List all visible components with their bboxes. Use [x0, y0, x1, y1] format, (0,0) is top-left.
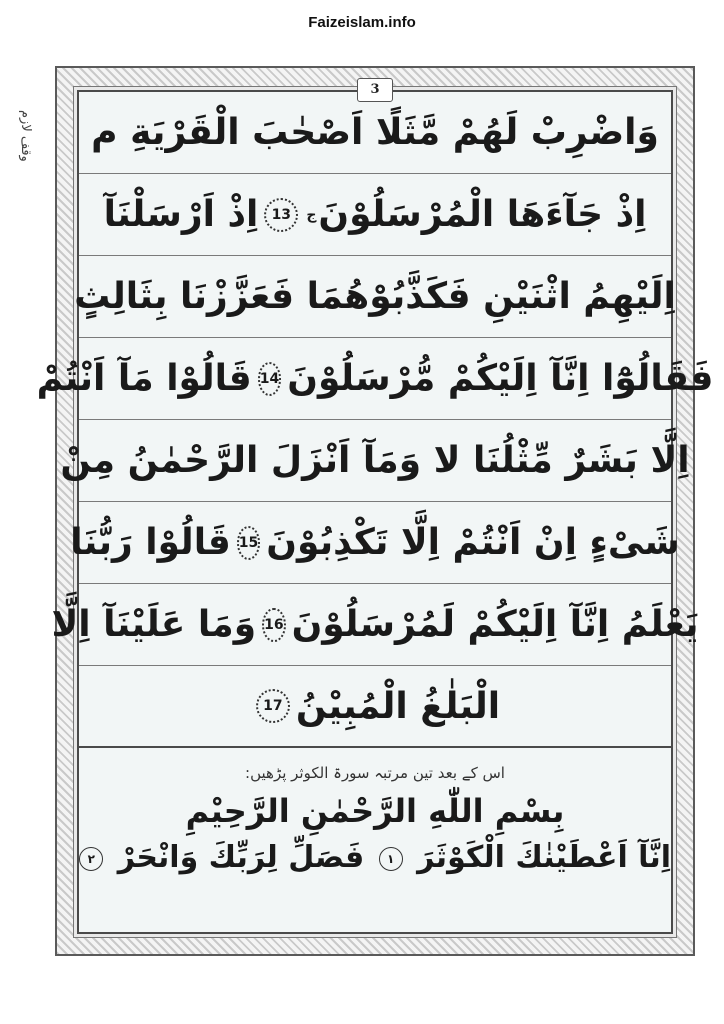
ayah-number-marker: ٢ — [79, 847, 103, 871]
verse-line-7 — [51, 584, 699, 666]
ayah-number-marker: 15 — [237, 526, 260, 560]
lower-section — [79, 756, 671, 932]
verse-text: اِذْ اَرْسَلْنَآ — [103, 194, 259, 235]
waqf-mark: ج — [306, 206, 317, 223]
verse-text: اِلَيْهِمُ اثْنَيْنِ فَكَذَّبُوْهُمَا فَعَزَّزْنَا بِثَالِثٍ — [74, 276, 676, 317]
ayah-number-marker: 16 — [262, 608, 285, 642]
ayah-number-marker: ١ — [379, 847, 403, 871]
verse-text: قَالُوْا رَبُّنَا — [70, 522, 231, 563]
verse-text: الْبَلٰغُ الْمُبِيْنُ — [295, 685, 501, 727]
ayah-number-marker: 13 — [264, 198, 298, 232]
kawthar-verse-1: اِنَّآ اَعْطَيْنٰكَ الْكَوْثَرَ — [417, 840, 671, 875]
verse-line-6 — [70, 502, 680, 584]
verse-line-3 — [74, 256, 676, 338]
verse-text: فَقَالُوْٓا اِنَّآ اِلَيْكُمْ مُّرْسَلُوْنَ — [287, 358, 714, 399]
verse-text: وَاضْرِبْ لَهُمْ مَّثَلًا اَصْحٰبَ الْقَرْيَةِ م — [91, 112, 659, 153]
kawthar-verse-2: فَصَلِّ لِرَبِّكَ وَانْحَرْ — [117, 840, 365, 875]
verse-line-1 — [79, 92, 671, 174]
ayah-number-marker: 17 — [256, 689, 290, 723]
verse-text: يَعْلَمُ اِنَّآ اِلَيْكُمْ لَمُرْسَلُوْنَ — [291, 604, 699, 645]
verse-line-5 — [60, 420, 690, 502]
page-content-area — [36, 82, 714, 934]
site-title: Faizeislam.info — [308, 14, 416, 31]
ayah-number-marker: 14 — [258, 362, 281, 396]
verse-text: وَمَا عَلَيْنَآ اِلَّا — [51, 604, 257, 645]
bismillah: بِسْمِ اللّٰهِ الرَّحْمٰنِ الرَّحِيْمِ — [185, 792, 565, 830]
verse-text: قَالُوْا مَآ اَنْتُمْ — [36, 358, 252, 399]
verse-line-2 — [79, 174, 671, 256]
margin-note: وقف لازم — [18, 110, 33, 162]
verse-line-8 — [79, 666, 671, 748]
page-number: 3 — [357, 78, 393, 102]
surah-kawthar-line — [79, 840, 671, 875]
verse-text: اِذْ جَآءَهَا الْمُرْسَلُوْنَ — [318, 194, 647, 235]
verse-lines — [36, 92, 714, 754]
verse-text: اِلَّا بَشَرٌ مِّثْلُنَا لا وَمَآ اَنْزَلَ الرَّحْمٰنُ مِنْ — [60, 440, 690, 481]
instruction-text: اس کے بعد تین مرتبہ سورۃ الکوثر پڑھیں: — [245, 764, 505, 782]
verse-text: شَیْءٍ اِنْ اَنْتُمْ اِلَّا تَكْذِبُوْنَ — [266, 522, 680, 563]
decorative-page-border — [36, 66, 714, 956]
verse-line-4 — [36, 338, 714, 420]
